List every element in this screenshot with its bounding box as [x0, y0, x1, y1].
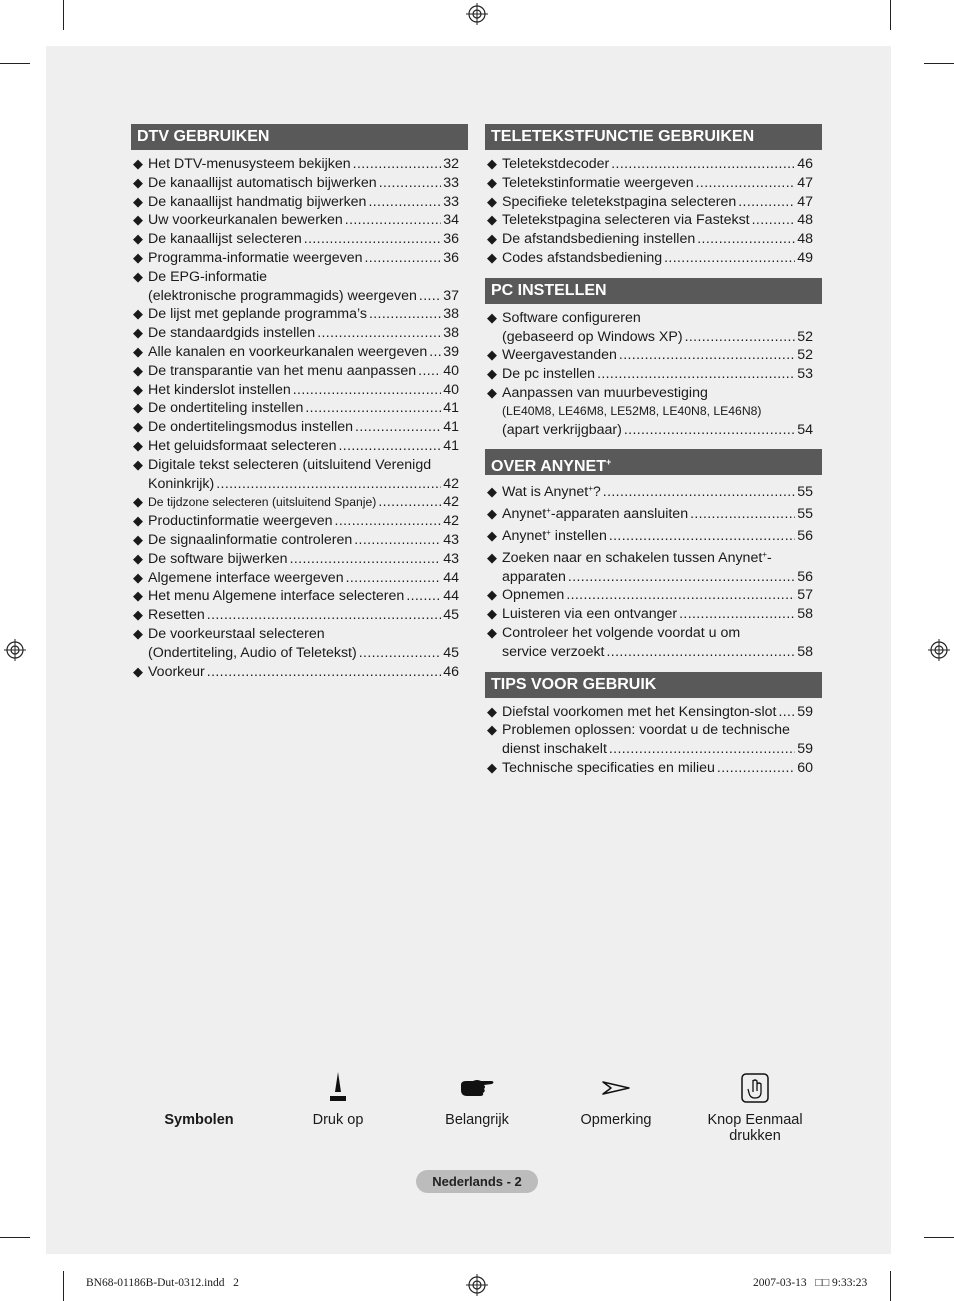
bullet-diamond-icon: ◆ — [133, 249, 143, 265]
toc-page-number: 45 — [443, 644, 459, 661]
toc-page-number: 47 — [797, 174, 813, 191]
toc-entry-title: Het kinderslot instellen — [148, 381, 291, 398]
bullet-diamond-icon: ◆ — [133, 456, 143, 472]
toc-entry[interactable] — [133, 418, 459, 437]
toc-entry-title: Luisteren via een ontvanger — [502, 606, 678, 623]
leader-dots — [379, 174, 442, 193]
toc-page-number: 43 — [443, 531, 459, 548]
crop-mark — [63, 1271, 64, 1301]
toc-page-number: 42 — [443, 494, 459, 511]
toc-page-number: 53 — [797, 366, 813, 383]
toc-entry-title: Problemen oplossen: voordat u de technische — [502, 722, 790, 739]
imprint-timestamp: 2007-03-13 □□ 9:33:23 — [753, 1277, 868, 1289]
leader-dots — [369, 305, 441, 324]
toc-entry-title: De transparantie van het menu aanpassen — [148, 362, 417, 379]
toc-page-number: 46 — [443, 663, 459, 680]
toc-entry[interactable] — [133, 268, 459, 306]
toc-entry-title: De kanaallijst handmatig bijwerken — [148, 193, 367, 210]
toc-entry-title: De kanaallijst selecteren — [148, 231, 302, 248]
toc-entry[interactable] — [133, 230, 459, 249]
toc-page-number: 36 — [443, 231, 459, 248]
toc-entry-title: De ondertiteling instellen — [148, 400, 304, 417]
registration-mark-icon — [466, 3, 488, 25]
bullet-diamond-icon: ◆ — [487, 759, 497, 775]
toc-entry[interactable] — [133, 569, 459, 588]
leader-dots — [406, 587, 441, 606]
toc-entry[interactable] — [487, 480, 813, 502]
bullet-diamond-icon: ◆ — [487, 606, 497, 622]
toc-entry-title: Productinformatie weergeven — [148, 513, 333, 530]
toc-entry[interactable] — [133, 249, 459, 268]
toc-entry-title: Wat is Anynet+? — [502, 484, 601, 501]
toc-entry-title: De voorkeurstaal selecteren — [148, 625, 325, 642]
toc-page-number: 48 — [797, 212, 813, 229]
toc-page-number: 41 — [443, 400, 459, 417]
leader-dots — [611, 155, 795, 174]
toc-page-number: 33 — [443, 174, 459, 191]
symbol-label: Opmerking — [580, 1112, 652, 1128]
bullet-diamond-icon: ◆ — [487, 587, 497, 603]
imprint-file: BN68-01186B-Dut-0312.indd 2 — [86, 1277, 239, 1289]
bullet-diamond-icon: ◆ — [133, 306, 143, 322]
crop-mark — [0, 1237, 30, 1238]
leader-dots — [696, 174, 796, 193]
toc-entry[interactable] — [487, 721, 813, 759]
bullet-diamond-icon: ◆ — [487, 549, 497, 565]
toc-page-number: 42 — [443, 513, 459, 530]
leader-dots — [624, 421, 795, 440]
toc-entry-title: De kanaallijst automatisch bijwerken — [148, 174, 377, 191]
toc-entry-title: Specifieke teletekstpagina selecteren — [502, 193, 737, 210]
toc-entry-title: De ondertitelingsmodus instellen — [148, 419, 354, 436]
toc-page-number: 52 — [797, 328, 813, 345]
toc-entry-title: dienst inschakelt — [502, 741, 607, 758]
bullet-diamond-icon: ◆ — [133, 212, 143, 228]
bullet-diamond-icon: ◆ — [133, 343, 143, 359]
toc-entry[interactable] — [487, 346, 813, 365]
leader-dots — [690, 505, 795, 524]
toc-entry[interactable] — [487, 703, 813, 722]
leader-dots — [338, 437, 441, 456]
leader-dots — [738, 193, 795, 212]
symbol-press — [278, 1068, 398, 1128]
toc-entry-title: (LE40M8, LE46M8, LE52M8, LE40N8, LE46N8) — [502, 403, 762, 418]
bullet-diamond-icon: ◆ — [487, 384, 497, 400]
toc-entry-title: Resetten — [148, 607, 205, 624]
toc-page-number: 43 — [443, 550, 459, 567]
toc-entry[interactable] — [133, 155, 459, 174]
toc-page-number: 58 — [797, 606, 813, 623]
toc-entry-title: Aanpassen van muurbevestiging — [502, 384, 708, 401]
toc-page-number: 49 — [797, 249, 813, 266]
bullet-diamond-icon: ◆ — [133, 663, 143, 679]
symbol-label: Knop Eenmaal drukken — [707, 1112, 803, 1144]
leader-dots — [353, 155, 442, 174]
toc-page-number: 45 — [443, 607, 459, 624]
leader-dots — [378, 493, 441, 512]
toc-entry[interactable] — [487, 384, 813, 439]
bullet-diamond-icon: ◆ — [133, 494, 143, 510]
leader-dots — [290, 550, 442, 569]
toc-page-number: 48 — [797, 231, 813, 248]
toc-page-number: 33 — [443, 193, 459, 210]
leader-dots — [752, 211, 796, 230]
section-heading: TIPS VOOR GEBRUIK — [485, 672, 822, 698]
toc-entry-title: De tijdzone selecteren (uitsluitend Spanje) — [148, 495, 377, 510]
toc-entry[interactable] — [487, 524, 813, 546]
toc-entry[interactable] — [133, 663, 459, 682]
toc-entry-title: De afstandsbediening instellen — [502, 231, 696, 248]
toc-page-number: 44 — [443, 588, 459, 605]
leader-dots — [685, 328, 796, 347]
toc-entry-title: Diefstal voorkomen met het Kensington-slot — [502, 703, 777, 720]
toc-entry[interactable] — [133, 606, 459, 625]
bullet-diamond-icon: ◆ — [133, 419, 143, 435]
leader-dots — [364, 249, 441, 268]
leader-dots — [354, 531, 441, 550]
bullet-diamond-icon: ◆ — [133, 625, 143, 641]
toc-page-number: 55 — [797, 506, 813, 523]
toc-entry[interactable] — [133, 587, 459, 606]
bullet-diamond-icon: ◆ — [487, 156, 497, 171]
leader-dots — [335, 512, 442, 531]
toc-page-number: 55 — [797, 484, 813, 501]
leader-dots — [568, 568, 795, 587]
registration-mark-icon — [466, 1274, 488, 1296]
bullet-diamond-icon: ◆ — [487, 506, 497, 522]
toc-entry-title: Anynet+-apparaten aansluiten — [502, 506, 689, 523]
toc-entry-title: De lijst met geplande programma’s — [148, 306, 367, 323]
toc-entry-title: Digitale tekst selecteren (uitsluitend Verenigd — [148, 456, 432, 473]
symbol-label: Druk op — [312, 1112, 364, 1128]
toc-entry-title: Teletekstpagina selecteren via Fastekst — [502, 212, 750, 229]
toc-page-number: 46 — [797, 156, 813, 172]
toc-entry-title: Anynet+ instellen — [502, 527, 607, 544]
toc-entry-title: apparaten — [502, 568, 566, 585]
bullet-diamond-icon: ◆ — [487, 347, 497, 363]
toc-entry[interactable] — [487, 249, 813, 268]
toc-entry[interactable] — [133, 362, 459, 381]
registration-mark-icon — [928, 639, 950, 661]
bullet-diamond-icon: ◆ — [487, 309, 497, 325]
toc-entry[interactable] — [133, 305, 459, 324]
toc-entry-title: Teletekstdecoder — [502, 156, 610, 172]
bullet-diamond-icon: ◆ — [487, 484, 497, 500]
toc-entry-title: Uw voorkeurkanalen bewerken — [148, 212, 343, 229]
bullet-diamond-icon: ◆ — [133, 174, 143, 190]
toc-entry[interactable] — [487, 546, 813, 587]
leader-dots — [429, 343, 441, 362]
leader-dots — [355, 418, 441, 437]
toc-entry[interactable] — [133, 211, 459, 230]
leader-dots — [207, 663, 441, 682]
bullet-diamond-icon: ◆ — [133, 531, 143, 547]
toc-entry[interactable] — [487, 365, 813, 384]
bullet-diamond-icon: ◆ — [133, 156, 143, 171]
toc-left-column — [131, 124, 468, 691]
toc-section — [485, 449, 822, 661]
toc-entry-title: De pc instellen — [502, 366, 596, 383]
toc-page-number: 60 — [797, 759, 813, 776]
toc-page-number: 47 — [797, 193, 813, 210]
toc-entry[interactable] — [487, 211, 813, 230]
toc-entry[interactable] — [487, 155, 813, 174]
symbol-label: Belangrijk — [445, 1112, 509, 1128]
toc-entry-title: (apart verkrijgbaar) — [502, 421, 622, 438]
leader-dots — [607, 643, 796, 662]
toc-entry-title: Weergavestanden — [502, 347, 617, 364]
bullet-diamond-icon: ◆ — [487, 624, 497, 640]
section-heading: DTV GEBRUIKEN — [131, 124, 468, 150]
toc-entry-title: Voorkeur — [148, 663, 205, 680]
toc-section — [131, 124, 468, 681]
section-heading: OVER ANYNET+ — [485, 449, 822, 475]
toc-entry-title: Het DTV-menusysteem bekijken — [148, 156, 351, 172]
leader-dots — [679, 605, 795, 624]
toc-entry[interactable] — [487, 502, 813, 524]
registration-mark-icon — [4, 639, 26, 661]
bullet-diamond-icon: ◆ — [133, 362, 143, 378]
crop-mark — [924, 63, 954, 64]
symbol-one-touch — [695, 1068, 815, 1144]
toc-entry[interactable] — [487, 193, 813, 212]
bullet-diamond-icon: ◆ — [133, 569, 143, 585]
toc-page-number: 58 — [797, 643, 813, 660]
toc-entry-title: Technische specificaties en milieu — [502, 759, 715, 776]
leader-dots — [597, 365, 795, 384]
toc-entry[interactable] — [133, 381, 459, 400]
bullet-diamond-icon: ◆ — [487, 174, 497, 190]
crop-mark — [890, 0, 891, 30]
toc-entry[interactable] — [133, 343, 459, 362]
toc-entry-title: Opnemen — [502, 587, 565, 604]
leader-dots — [207, 606, 441, 625]
toc-entry[interactable] — [133, 493, 459, 512]
bullet-diamond-icon: ◆ — [133, 381, 143, 397]
toc-page-number: 40 — [443, 362, 459, 379]
toc-page-number: 52 — [797, 347, 813, 364]
bullet-diamond-icon: ◆ — [133, 268, 143, 284]
bullet-diamond-icon: ◆ — [487, 249, 497, 265]
page-number-badge: Nederlands - 2 — [416, 1170, 538, 1193]
toc-entry-title: Koninkrijk) — [148, 475, 215, 492]
toc-page-number: 54 — [797, 421, 813, 438]
crop-mark — [0, 63, 30, 64]
toc-entry[interactable] — [133, 531, 459, 550]
leader-dots — [609, 527, 795, 546]
toc-page-number: 37 — [443, 287, 459, 304]
toc-right-column — [485, 124, 822, 788]
leader-dots — [317, 324, 441, 343]
bullet-diamond-icon: ◆ — [133, 588, 143, 604]
bullet-diamond-icon: ◆ — [133, 437, 143, 453]
toc-entry-title: De signaalinformatie controleren — [148, 531, 353, 548]
toc-entry[interactable] — [133, 193, 459, 212]
press-arrow-icon — [328, 1070, 348, 1106]
symbol-important — [417, 1068, 537, 1128]
toc-entry-title: Alle kanalen en voorkeurkanalen weergeven — [148, 343, 428, 360]
toc-entry[interactable] — [133, 550, 459, 569]
bullet-diamond-icon: ◆ — [487, 703, 497, 719]
toc-entry[interactable] — [133, 399, 459, 418]
toc-page-number: 34 — [443, 212, 459, 229]
bullet-diamond-icon: ◆ — [133, 550, 143, 566]
section-heading: TELETEKSTFUNCTIE GEBRUIKEN — [485, 124, 822, 150]
toc-entry[interactable] — [487, 605, 813, 624]
leader-dots — [609, 740, 795, 759]
symbols-title: Symbolen — [164, 1112, 234, 1128]
toc-entry-title: (gebaseerd op Windows XP) — [502, 328, 683, 345]
toc-entry-title: service verzoekt — [502, 643, 605, 660]
toc-entry-title: Programma-informatie weergeven — [148, 249, 363, 266]
toc-entry-title: Zoeken naar en schakelen tussen Anynet+- — [502, 549, 772, 566]
toc-entry-title: (Ondertiteling, Audio of Teletekst) — [148, 644, 357, 661]
toc-page-number: 36 — [443, 249, 459, 266]
toc-entry[interactable] — [133, 437, 459, 456]
toc-page-number: 59 — [797, 703, 813, 720]
toc-page-number: 39 — [443, 343, 459, 360]
symbol-note — [556, 1068, 676, 1128]
leader-dots — [778, 703, 795, 722]
leader-dots — [619, 346, 795, 365]
leader-dots — [305, 399, 441, 418]
toc-entry[interactable] — [487, 230, 813, 249]
one-touch-button-icon — [740, 1072, 770, 1104]
bullet-diamond-icon: ◆ — [487, 366, 497, 382]
toc-entry-title: Het menu Algemene interface selecteren — [148, 588, 405, 605]
bullet-diamond-icon: ◆ — [133, 325, 143, 341]
toc-entry[interactable] — [133, 324, 459, 343]
leader-dots — [368, 193, 441, 212]
toc-section — [485, 278, 822, 440]
leader-dots — [419, 287, 441, 306]
toc-entry[interactable] — [487, 174, 813, 193]
toc-entry[interactable] — [133, 625, 459, 663]
bullet-diamond-icon: ◆ — [133, 193, 143, 209]
leader-dots — [304, 230, 441, 249]
toc-section — [485, 124, 822, 268]
leader-dots — [566, 586, 795, 605]
toc-entry-title: (elektronische programmagids) weergeven — [148, 287, 417, 304]
leader-dots — [359, 644, 441, 663]
toc-page-number: 41 — [443, 437, 459, 454]
toc-entry[interactable] — [133, 174, 459, 193]
toc-page-number: 38 — [443, 325, 459, 342]
toc-entry-title: Het geluidsformaat selecteren — [148, 437, 337, 454]
note-arrow-icon — [601, 1080, 631, 1096]
toc-entry[interactable] — [133, 512, 459, 531]
toc-page-number: 56 — [797, 527, 813, 544]
bullet-diamond-icon: ◆ — [133, 607, 143, 623]
bullet-diamond-icon: ◆ — [487, 212, 497, 228]
leader-dots — [216, 475, 441, 494]
crop-mark — [63, 0, 64, 30]
toc-page-number: 42 — [443, 475, 459, 492]
leader-dots — [664, 249, 795, 268]
pointing-hand-icon — [459, 1078, 495, 1098]
toc-page-number: 38 — [443, 306, 459, 323]
leader-dots — [418, 362, 441, 381]
toc-entry-title: Controleer het volgende voordat u om — [502, 624, 741, 641]
toc-entry[interactable] — [487, 624, 813, 662]
symbols-legend — [150, 1068, 830, 1158]
toc-entry[interactable] — [487, 759, 813, 778]
bullet-diamond-icon: ◆ — [487, 722, 497, 738]
leader-dots — [717, 759, 795, 778]
toc-entry-title: De EPG-informatie — [148, 268, 268, 285]
toc-entry-title: De standaardgids instellen — [148, 325, 316, 342]
crop-mark — [890, 1271, 891, 1301]
section-heading: PC INSTELLEN — [485, 278, 822, 304]
bullet-diamond-icon: ◆ — [133, 231, 143, 247]
leader-dots — [697, 230, 795, 249]
bullet-diamond-icon: ◆ — [487, 527, 497, 543]
toc-section — [485, 672, 822, 778]
toc-entry-title: Codes afstandsbediening — [502, 249, 663, 266]
leader-dots — [603, 483, 795, 502]
toc-page-number: 40 — [443, 381, 459, 398]
bullet-diamond-icon: ◆ — [487, 193, 497, 209]
bullet-diamond-icon: ◆ — [133, 400, 143, 416]
toc-entry[interactable] — [133, 456, 459, 494]
toc-page-number: 57 — [797, 587, 813, 604]
leader-dots — [346, 569, 442, 588]
toc-entry[interactable] — [487, 586, 813, 605]
toc-page-number: 56 — [797, 568, 813, 585]
toc-entry-title: Software configureren — [502, 309, 641, 326]
toc-entry-title: Teletekstinformatie weergeven — [502, 174, 694, 191]
bullet-diamond-icon: ◆ — [487, 231, 497, 247]
leader-dots — [293, 381, 441, 400]
toc-page-number: 59 — [797, 741, 813, 758]
toc-entry-title: Algemene interface weergeven — [148, 569, 344, 586]
crop-mark — [924, 1237, 954, 1238]
leader-dots — [345, 211, 441, 230]
bullet-diamond-icon: ◆ — [133, 513, 143, 529]
toc-page-number: 44 — [443, 569, 459, 586]
toc-entry[interactable] — [487, 309, 813, 347]
toc-page-number: 32 — [443, 156, 459, 172]
toc-page-number: 41 — [443, 419, 459, 436]
toc-entry-title: De software bijwerken — [148, 550, 288, 567]
